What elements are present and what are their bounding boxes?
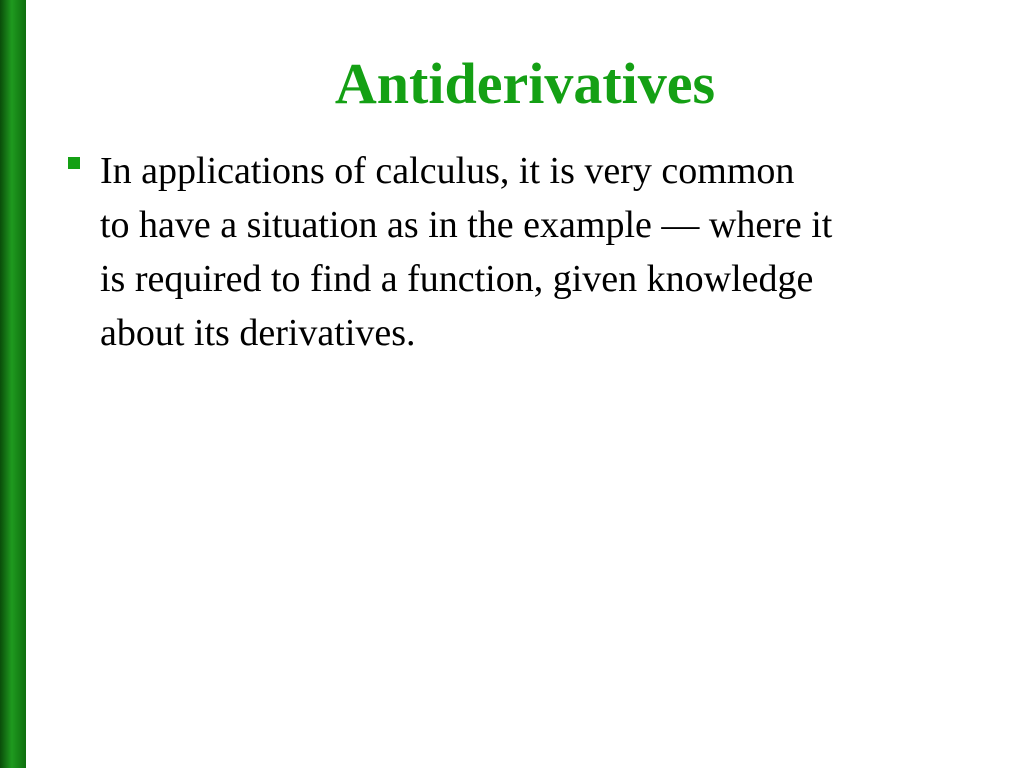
- decorative-side-bar: [0, 0, 26, 768]
- bullet-line: In applications of calculus, it is very common: [100, 150, 795, 192]
- bullet-text: [100, 144, 996, 360]
- bullet-item: [66, 144, 996, 360]
- bullet-line: about its derivatives.: [100, 312, 416, 354]
- bullet-line: is required to find a function, given knowledge: [100, 258, 814, 300]
- bullet-line: to have a situation as in the example — where it: [100, 204, 833, 246]
- square-bullet-icon: [68, 157, 80, 169]
- slide-title: Antiderivatives: [334, 51, 716, 116]
- slide-body: [66, 144, 996, 360]
